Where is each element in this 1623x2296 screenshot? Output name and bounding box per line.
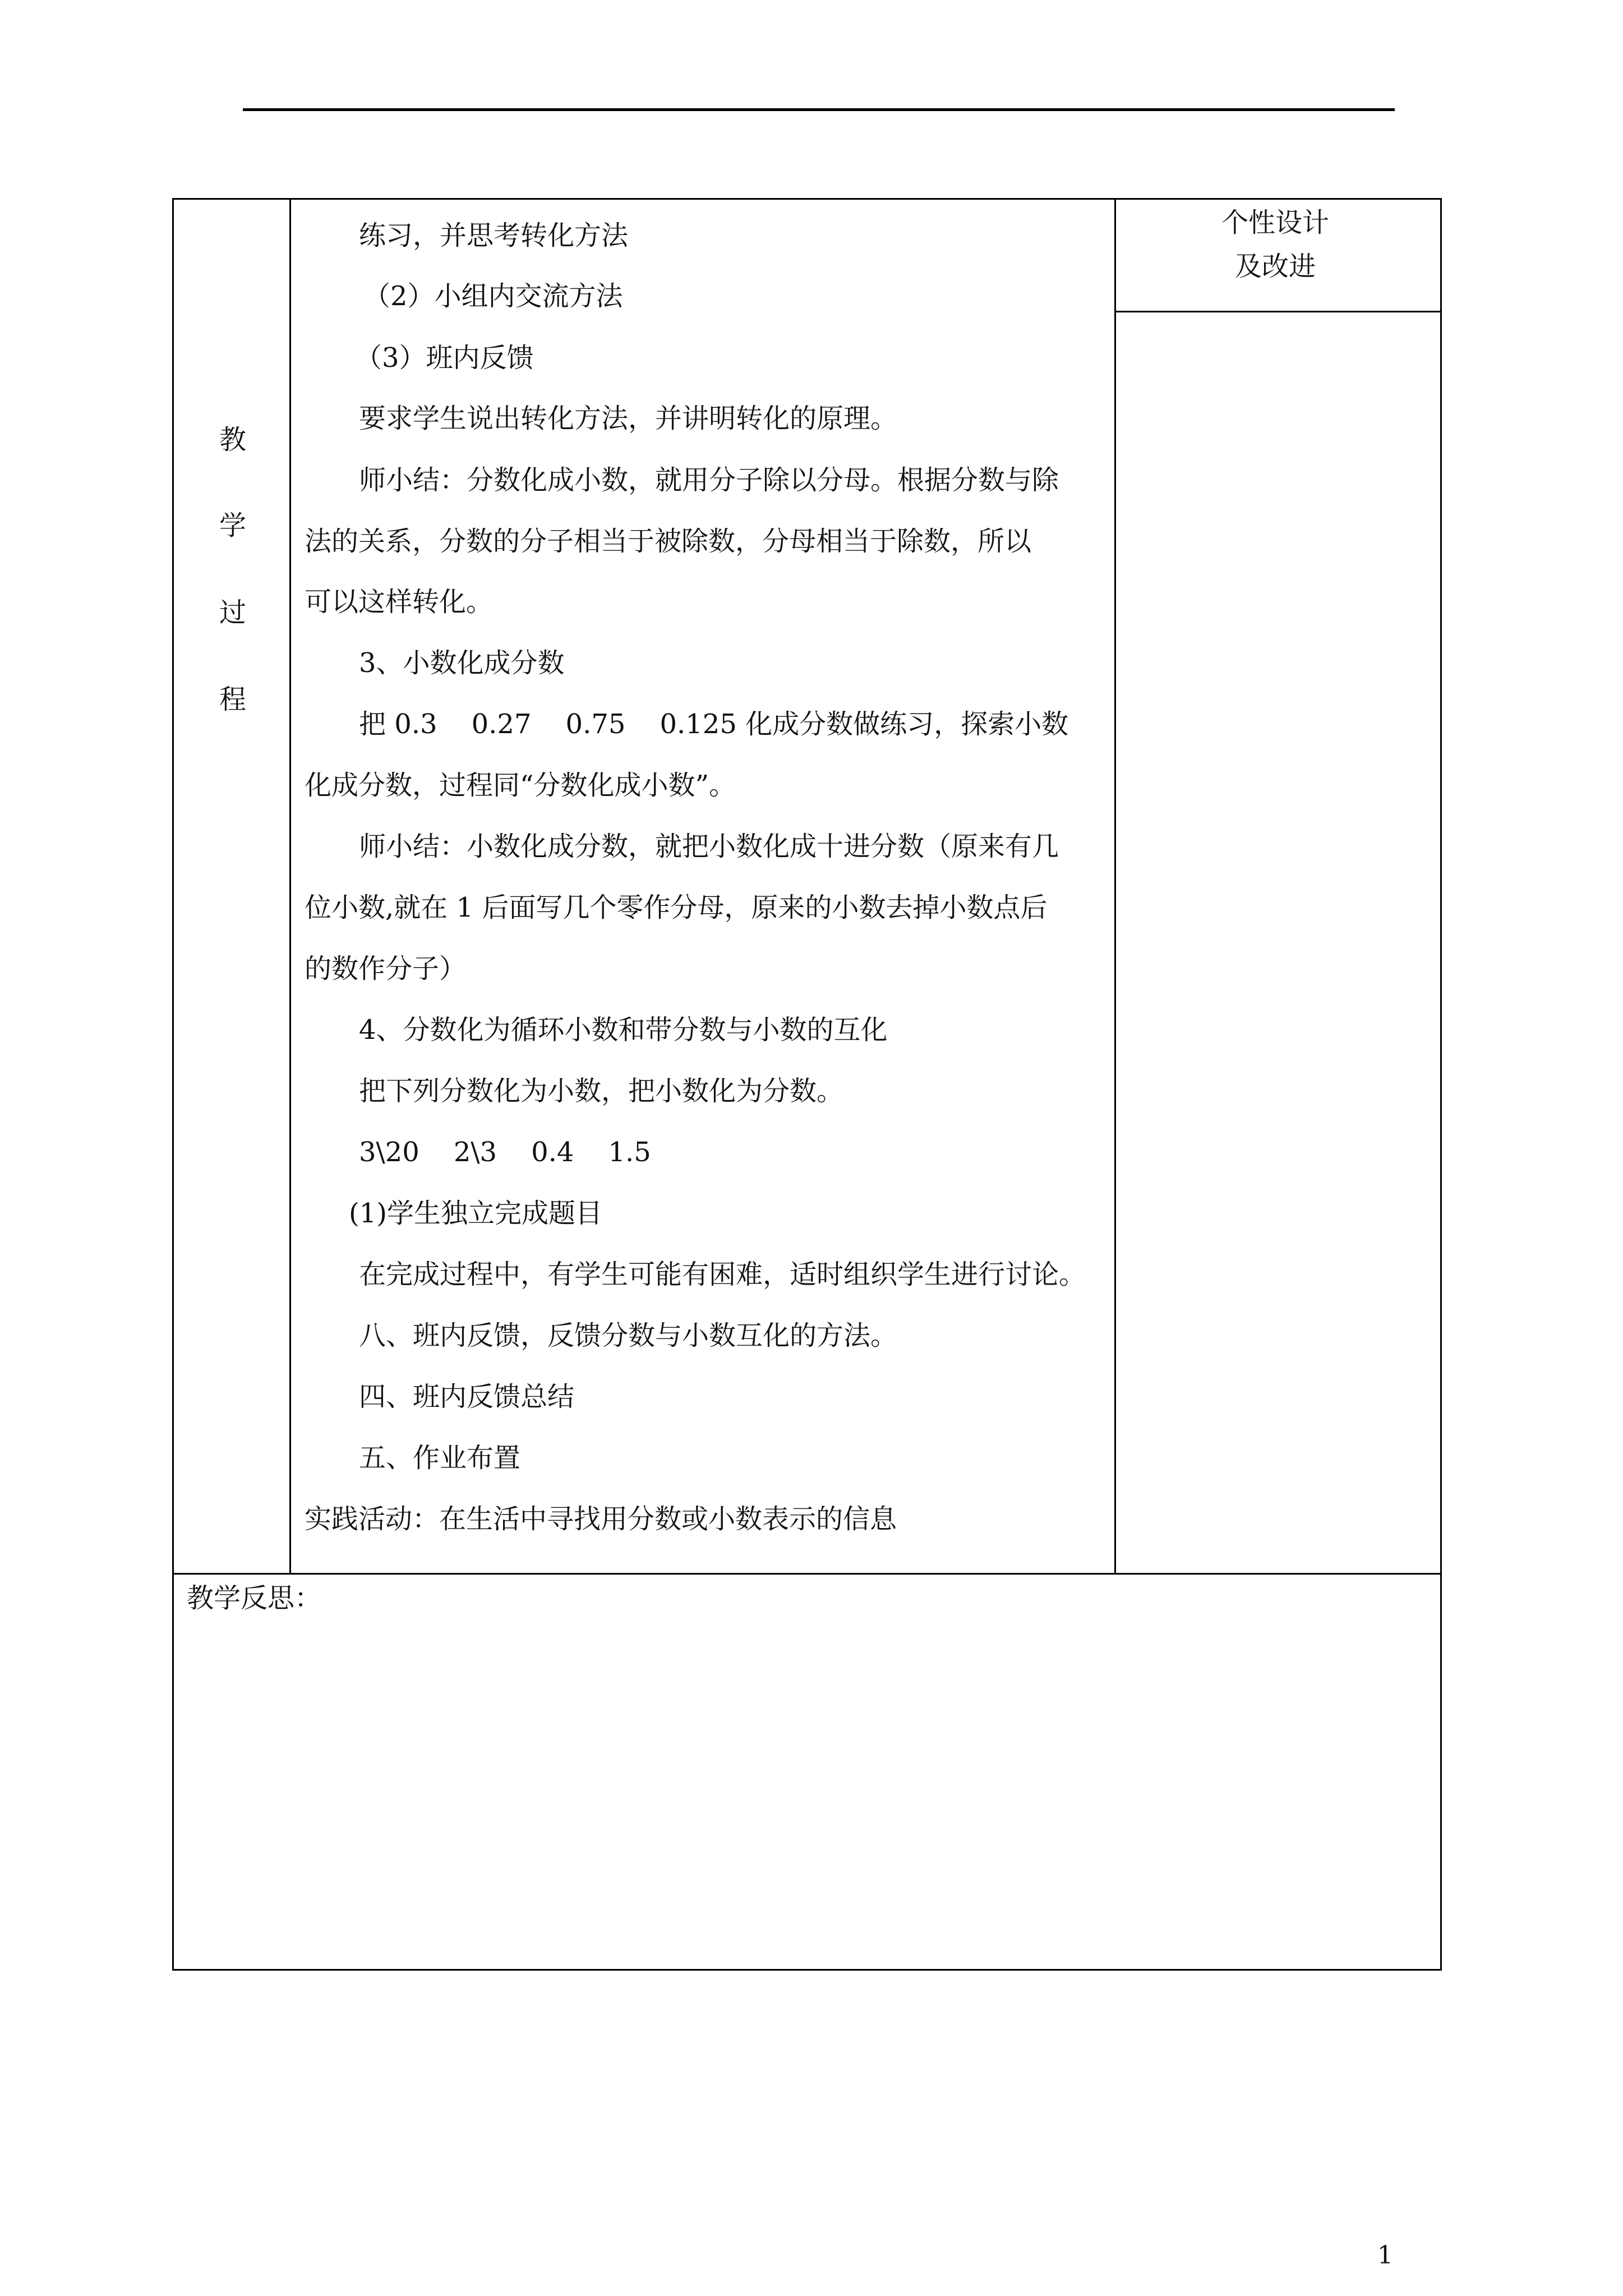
body-line: 法的关系，分数的分子相当于被除数，分母相当于除数，所以 — [305, 526, 1032, 557]
side-header-line: 及改进 — [1234, 251, 1316, 282]
side-header-divider — [1114, 311, 1442, 312]
label-char: 程 — [219, 684, 246, 715]
body-line: 可以这样转化。 — [305, 586, 494, 618]
body-line: 把 0.3 0.27 0.75 0.125 化成分数做练习，探索小数 — [359, 708, 1069, 740]
body-line: 八、班内反馈，反馈分数与小数互化的方法。 — [359, 1320, 898, 1351]
body-line: 4、分数化为循环小数和带分数与小数的互化 — [359, 1014, 888, 1046]
body-line: 师小结：分数化成小数，就用分子除以分母。根据分数与除 — [359, 464, 1059, 496]
side-column-divider — [1114, 198, 1116, 1575]
table-top-border — [172, 198, 1442, 200]
body-line: 练习，并思考转化方法 — [359, 220, 629, 251]
personal-design-header — [1116, 201, 1435, 288]
body-line: 的数作分子） — [305, 953, 467, 984]
body-line: (1)学生独立完成题目 — [349, 1198, 602, 1229]
label-char: 过 — [219, 597, 246, 628]
body-line: 在完成过程中，有学生可能有困难，适时组织学生进行讨论。 — [359, 1259, 1086, 1290]
table-left-border — [172, 198, 174, 1971]
reflection-divider — [172, 1573, 1442, 1575]
body-line: 师小结：小数化成分数，就把小数化成十进分数（原来有几 — [359, 831, 1059, 862]
body-line: 化成分数，过程同“分数化成小数”。 — [305, 770, 736, 801]
body-line: 四、班内反馈总结 — [359, 1381, 575, 1412]
body-line: （2）小组内交流方法 — [363, 280, 623, 312]
label-char: 学 — [219, 510, 246, 541]
label-column-divider — [289, 198, 291, 1575]
body-line: 3、小数化成分数 — [359, 647, 565, 679]
body-line: （3）班内反馈 — [355, 342, 534, 374]
body-line: 位小数,就在 1 后面写几个零作分母，原来的小数去掉小数点后 — [305, 892, 1048, 923]
body-line: 要求学生说出转化方法，并讲明转化的原理。 — [359, 403, 898, 434]
reflection-label: 教学反思： — [187, 1582, 322, 1614]
side-header-line: 个性设计 — [1221, 207, 1329, 238]
header-rule — [243, 108, 1395, 111]
label-char: 教 — [219, 424, 246, 455]
body-line: 把下列分数化为小数，把小数化为分数。 — [359, 1075, 844, 1107]
body-line: 五、作业布置 — [359, 1442, 521, 1474]
table-bottom-border — [172, 1969, 1442, 1971]
body-line: 3\20 2\3 0.4 1.5 — [359, 1137, 651, 1168]
body-line: 实践活动：在生活中寻找用分数或小数表示的信息 — [305, 1503, 897, 1535]
page-number: 1 — [1377, 2241, 1393, 2270]
table-right-border — [1440, 198, 1442, 1971]
